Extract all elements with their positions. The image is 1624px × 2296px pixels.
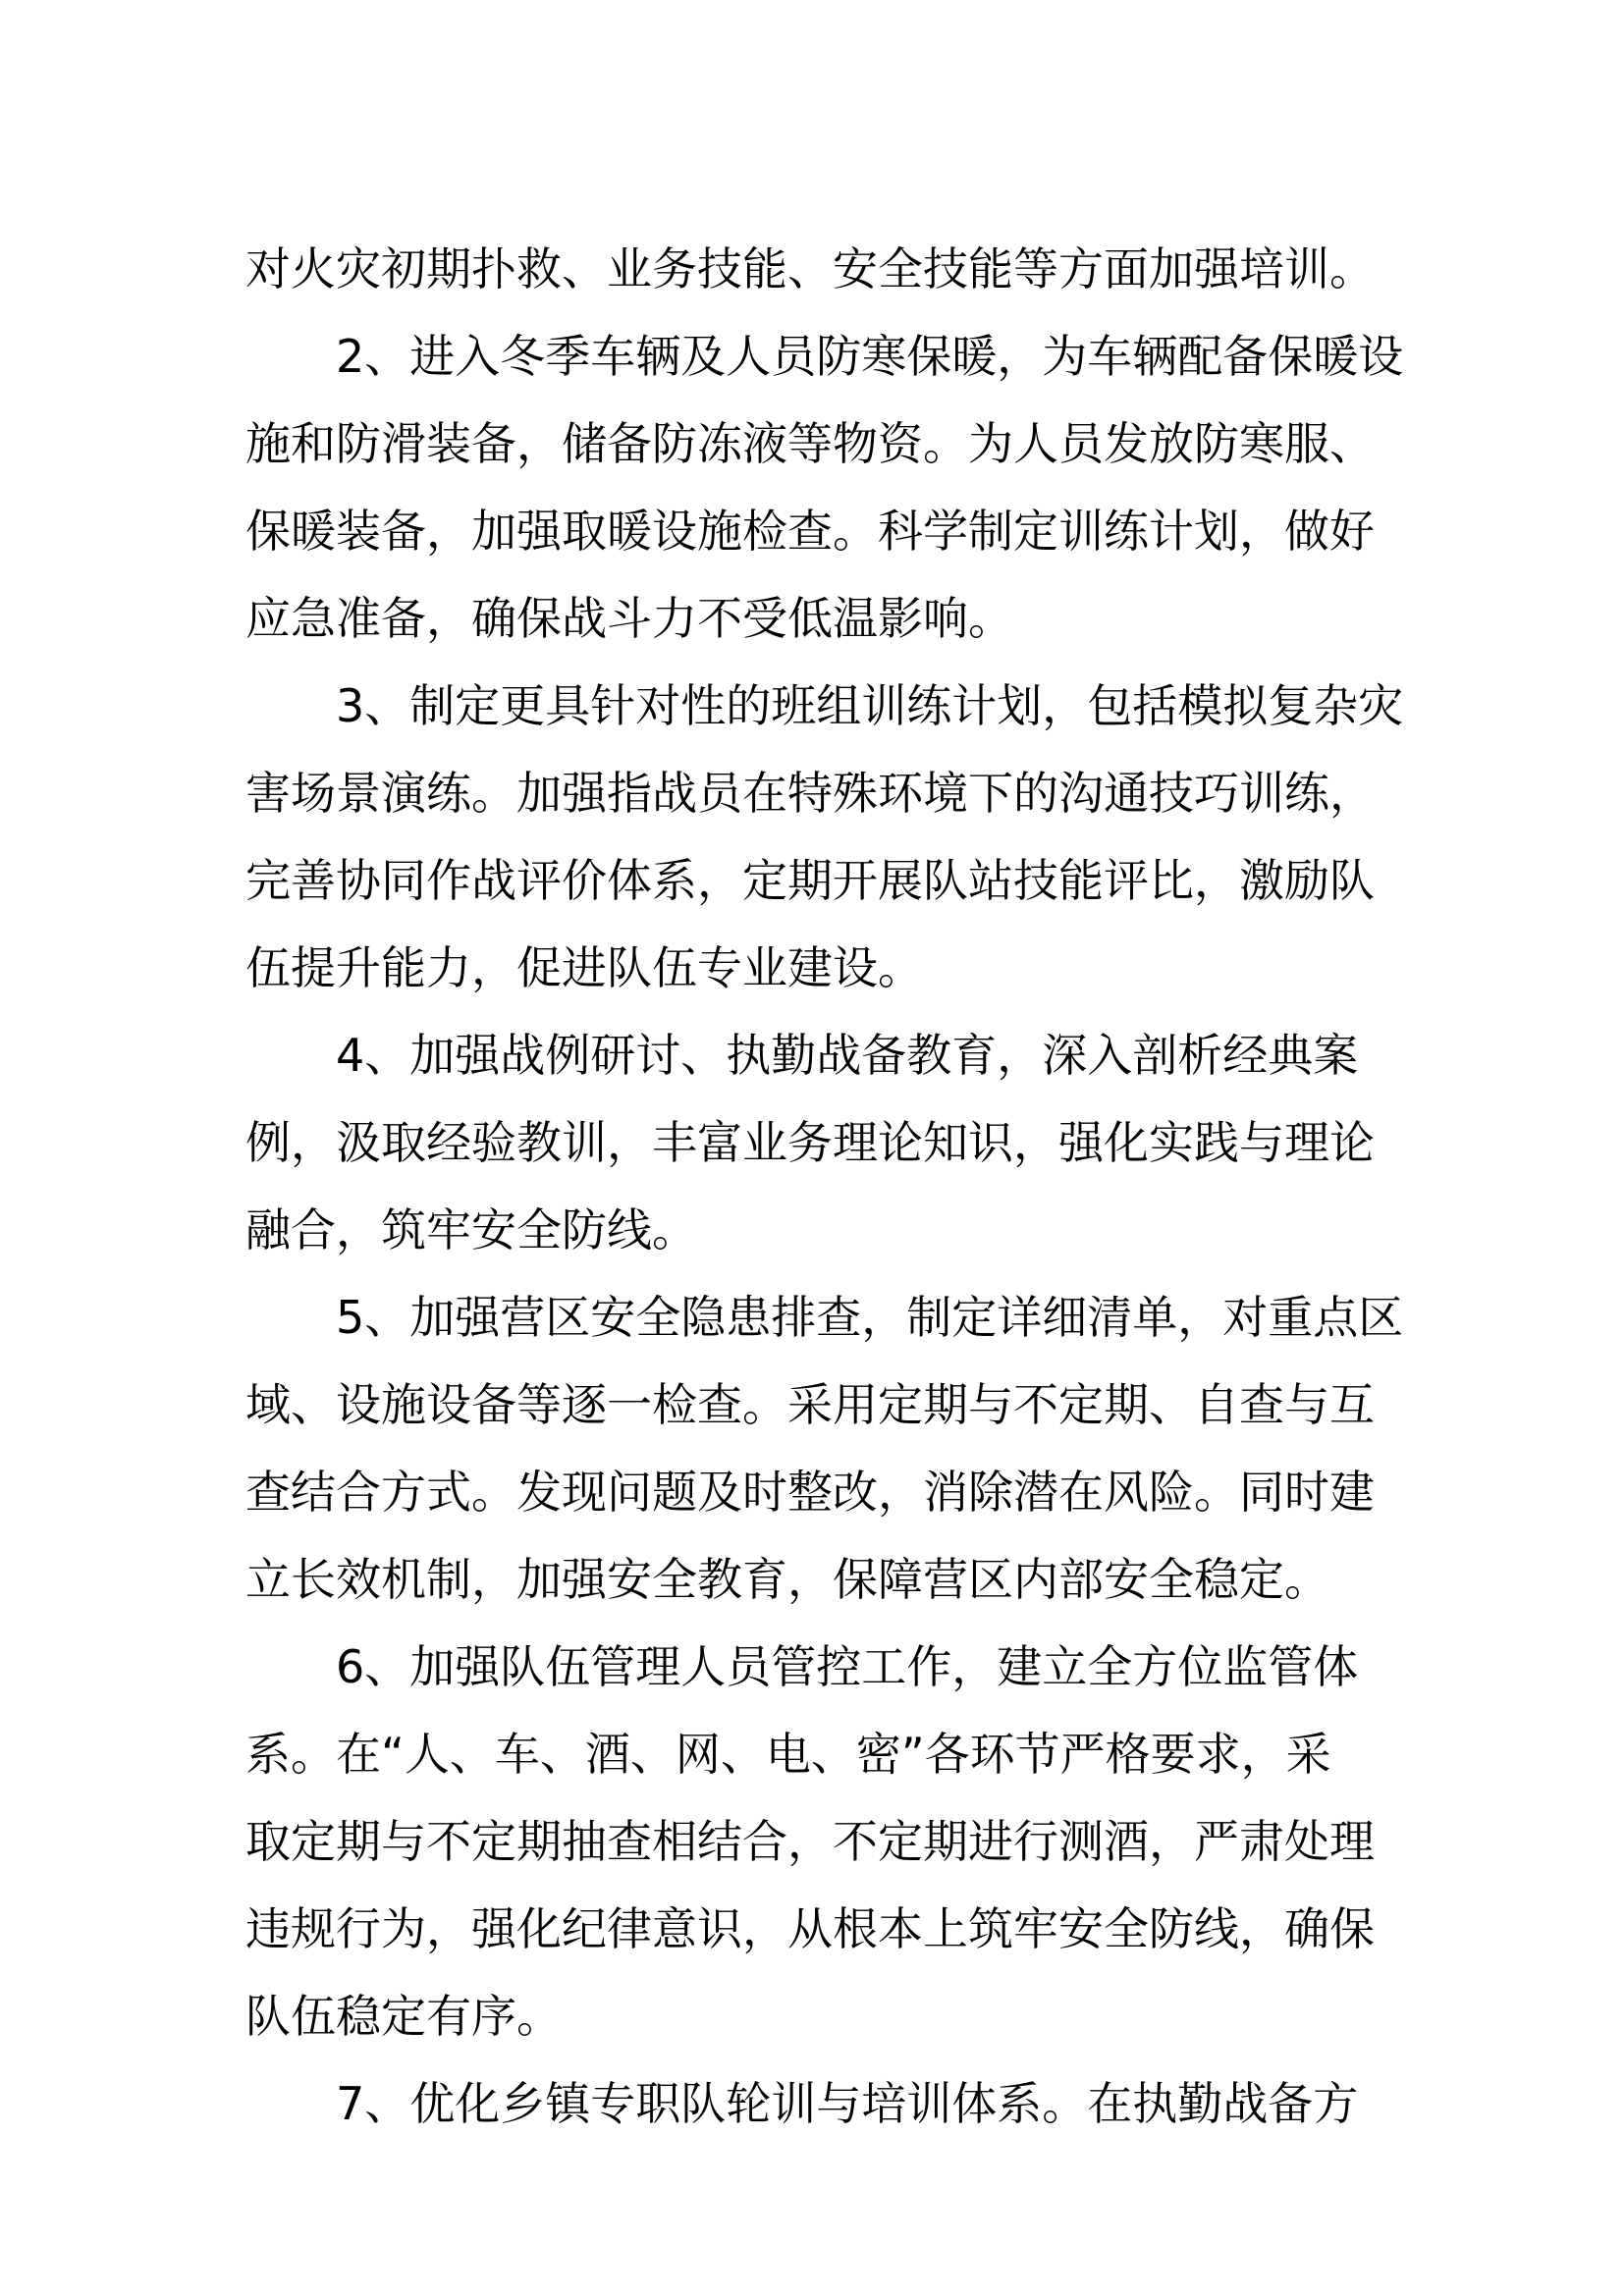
text-line: 伍提升能力，促进队伍专业建设。 — [245, 941, 923, 994]
text-line: 对火灾初期扑救、业务技能、安全技能等方面加强培训。 — [245, 242, 1375, 295]
text-line: 施和防滑装备，储备防冻液等物资。为人员发放防寒服、 — [245, 417, 1375, 470]
text-line: 立长效机制，加强安全教育，保障营区内部安全稳定。 — [245, 1553, 1329, 1606]
paragraph-5-line: 5、加强营区安全隐患排查，制定详细清单，对重点区 — [336, 1291, 1404, 1344]
document-body — [245, 226, 1404, 2148]
paragraph-3-line: 3、制定更具针对性的班组训练计划，包括模拟复杂灾 — [336, 679, 1404, 732]
text-line: 融合，筑牢安全防线。 — [245, 1203, 697, 1256]
text-line: 违规行为，强化纪律意识，从根本上筑牢安全防线，确保 — [245, 1902, 1375, 1955]
text-line: 查结合方式。发现问题及时整改，消除潜在风险。同时建 — [245, 1466, 1375, 1519]
paragraph-4-line: 4、加强战例研讨、执勤战备教育，深入剖析经典案 — [336, 1029, 1359, 1082]
text-line: 应急准备，确保战斗力不受低温影响。 — [245, 592, 1013, 645]
text-line: 系。在“人、车、酒、网、电、密”各环节严格要求，采 — [245, 1728, 1331, 1781]
text-line: 例，汲取经验教训，丰富业务理论知识，强化实践与理论 — [245, 1116, 1375, 1169]
text-line: 取定期与不定期抽查相结合，不定期进行测酒，严肃处理 — [245, 1815, 1375, 1868]
text-line: 域、设施设备等逐一检查。采用定期与不定期、自查与互 — [245, 1378, 1375, 1431]
paragraph-2-line: 2、进入冬季车辆及人员防寒保暖，为车辆配备保暖设 — [336, 330, 1404, 383]
text-line: 队伍稳定有序。 — [245, 1990, 562, 2043]
text-line: 完善协同作战评价体系，定期开展队站技能评比，激励队 — [245, 854, 1375, 907]
text-line: 保暖装备，加强取暖设施检查。科学制定训练计划，做好 — [245, 505, 1375, 558]
paragraph-6-line: 6、加强队伍管理人员管控工作，建立全方位监管体 — [336, 1640, 1359, 1693]
text-line: 害场景演练。加强指战员在特殊环境下的沟通技巧训练， — [245, 767, 1375, 820]
paragraph-7-line: 7、优化乡镇专职队轮训与培训体系。在执勤战备方 — [336, 2077, 1359, 2130]
